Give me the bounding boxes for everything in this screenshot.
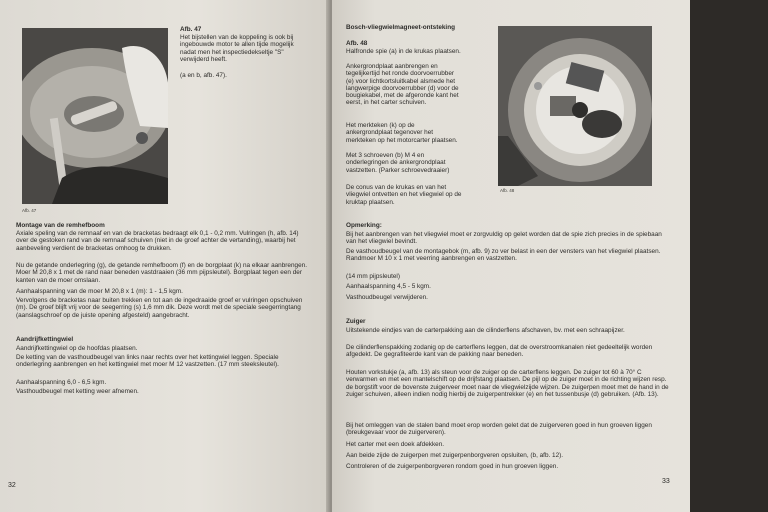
bosch-paragraph-1: Halfronde spie (a) in de krukas plaatsen. [346,48,461,55]
zuiger-paragraph-5: Het carter met een doek afdekken. [346,441,445,448]
bosch-paragraph-5: De conus van de krukas en van het vliegwiel ontvetten en het vliegwiel op de kruktap plaatsen. [346,184,462,206]
opmerking-paragraph-2: De vasthoudbeugel van de montagebok (m, afb. 9) zo ver belast in een der vensters van het vliegwiel plaatsen. Randmoer M 10 x 1 met veerring aanbrengen en vastzetten. [346,248,661,263]
opmerking-paragraph-3: (14 mm pijpsleutel) [346,273,400,280]
kettingwiel-paragraph-2: De ketting van de vasthoudbeugel van links naar rechts over het kettingwiel leggen. Speciale onderlegring aanbrengen en het kettingwiel met moer M 12 vastzetten. (17 mm steeksleutel). [16,354,279,369]
zuiger-paragraph-2: De cilinderflenspakking zodanig op de carterflens leggen, dat de overstroomkanalen niet gedeeltelijk worden afgedekt. De gegrafiteerde kant van de pakking naar beneden. [346,344,653,359]
magneto-photo-illustration [498,26,652,186]
afb47-text: Het bijstellen van de koppeling is ook bij ingebouwde motor te allen tijde mogelijk nadat men het inspectiedekseltje "S" verwijderd heeft. [180,34,294,63]
right-page-number: 33 [662,478,670,485]
zuiger-paragraph-7: Controleren of de zuigerpenborgveren rondom goed in hun groeven liggen. [346,463,559,470]
zuiger-paragraph-1: Uitstekende eindjes van de carterpakking aan de cilinderflens afschaven, bv. met een schraapijzer. [346,327,625,334]
remhefboom-paragraph-2: Nu de getande onderlegring (g), de getande remhefboom (f) en de borgplaat (k) na elkaar aanbrengen. Moer M 20,8 x 1 met de rand naar beneden vastdraaien (36 mm pijpsleutel). Borgplaat tegen een der kanten van de moer omslaan. [16,262,307,284]
opmerking-paragraph-1: Bij het aanbrengen van het vliegwiel moet er zorgvuldig op gelet worden dat de spie zich precies in de spiebaan van het vliegwiel bevindt. [346,231,662,246]
opmerking-heading: Opmerking: [346,222,382,229]
kettingwiel-paragraph-3: Aanhaalspanning 6,0 - 6,5 kgm. [16,379,107,386]
right-page [332,0,690,512]
clutch-adjustment-photo [22,28,168,204]
left-page-number: 32 [8,482,16,489]
bosch-heading: Bosch-vliegwielmagneet-ontsteking [346,24,456,31]
remhefboom-paragraph-1: Axiale speling van de remnaaf en van de bracketas bedraagt elk 0,1 - 0,2 mm. Vulringen (h, afb. 14) over de gestoken rand van de remnaaf schuiven (niet in de groef achter de vertanding), waarbij het aanbeveling verdient de bracketas omhoog te drukken. [16,230,299,252]
opmerking-paragraph-4: Aanhaalspanning 4,5 - 5 kgm. [346,283,431,290]
kettingwiel-paragraph-4: Vasthoudbeugel met ketting weer afnemen. [16,388,139,395]
bosch-paragraph-3: Het merkteken (k) op de ankergrondplaat tegenover het merkteken op het motorcarter plaatsen. [346,122,458,144]
remhefboom-paragraph-3: Aanhaalspanning van de moer M 20,8 x 1 (m): 1 - 1,5 kgm. [16,288,183,295]
zuiger-paragraph-4: Bij het omleggen van de stalen band moet erop worden gelet dat de zuigerveren goed in hun groeven liggen (breukgevaar voor de zuigerveren). [346,422,652,437]
remhefboom-heading: Montage van de remhefboom [16,222,105,229]
left-page [0,0,330,512]
afb47-heading: Afb. 47 [180,26,202,33]
afb48-photo-caption: Afb. 48 [500,188,515,193]
opmerking-paragraph-5: Vasthoudbeugel verwijderen. [346,294,428,301]
remhefboom-paragraph-4: Vervolgens de bracketas naar buiten trekken en tot aan de ingedraaide groef er vulringen opschuiven (m). De groef blijft vrij voor de seegerring (s) 1,6 mm dik. Deze wordt met de speciale seegerringtang (aanslagschroef op de juiste opening afgesteld) aangebracht. [16,297,303,319]
afb48-heading: Afb. 48 [346,40,368,47]
bosch-paragraph-2: Ankergrondplaat aanbrengen en tegelijkertijd het ronde doorvoerrubber (e) voor lichtkortsluitkabel alsmede het langwerpige doorvoerrubber (d) voor de bougiekabel, met de afgeronde kant het eerst, in het carter schuiven. [346,63,459,107]
zuiger-paragraph-6: Aan beide zijde de zuigerpen met zuigerpenborgveren opsluiten, (b, afb. 12). [346,452,564,459]
afb47-reference: (a en b, afb. 47). [180,72,227,79]
flywheel-magneto-photo [498,26,652,186]
kettingwiel-paragraph-1: Aandrijfkettingwiel op de hoofdas plaatsen. [16,345,138,352]
zuiger-paragraph-3: Houten vorkstukje (a, afb. 13) als steun voor de zuiger op de carterflens leggen. De zuiger tot 60 à 70° C verwarmen en met een mantelschift op de drijfstang plaatsen. De pijl op de zuiger moet in de richting wijzen resp. de borgstift voor de bovenste zuigerveer moet naar de vliegwielzijde wijzen. De zuigerpen moet met de hand in de zuiger schuiven, alleen indien nodig hierbij de zuigerpentrekker (e) en het tussenbusje (d) gebruiken. (Afb. 13). [346,369,669,398]
zuiger-heading: Zuiger [346,318,366,325]
bosch-paragraph-4: Met 3 schroeven (b) M 4 en onderlegringen de ankergrondplaat vastzetten. (Parker schroevedraaier) [346,152,450,174]
kettingwiel-heading: Aandrijfkettingwiel [16,336,74,343]
background-edge [690,0,768,512]
afb47-photo-caption: Afb. 47 [22,208,37,213]
clutch-photo-illustration [22,28,168,204]
